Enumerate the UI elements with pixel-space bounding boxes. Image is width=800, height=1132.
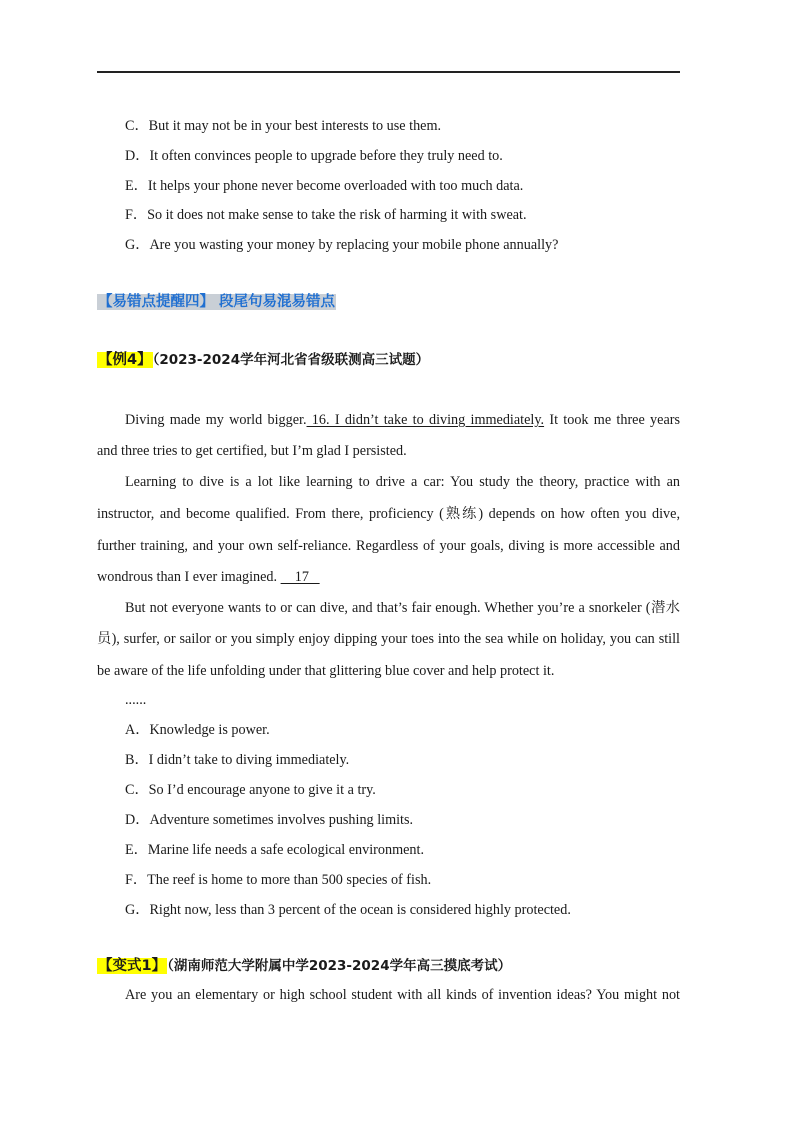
passage-p1-line1: Diving made my world bigger. 16. I didn’t take to diving immediately. It took me three years — [125, 412, 680, 428]
option-g: G．Are you wasting your money by replacing your mobile phone annually? — [125, 237, 559, 253]
answer-option-b: B．I didn’t take to diving immediately. — [125, 752, 350, 768]
variant-source: （湖南师范大学附属中学2023-2024学年高三摸底考试） — [167, 958, 512, 974]
header-rule — [97, 71, 680, 73]
answer-option-a: A．Knowledge is power. — [125, 722, 270, 738]
example-source: （2023-2024学年河北省省级联测高三试题） — [152, 352, 430, 368]
passage-p2-line1: Learning to dive is a lot like learning to drive a car: You study the theory, practice with an — [125, 474, 680, 490]
passage-p3-line3: be aware of the life unfolding under that glittering blue cover and help protect it. — [97, 663, 555, 679]
answer-option-f: F．The reef is home to more than 500 species of fish. — [125, 872, 432, 888]
blank-17: 17 — [280, 569, 320, 585]
option-f: F．So it does not make sense to take the risk of harming it with sweat. — [125, 207, 527, 223]
option-e: E．It helps your phone never become overloaded with too much data. — [125, 178, 524, 194]
passage-p1-line2: and three tries to get certified, but I’m glad I persisted. — [97, 443, 407, 459]
passage-p2-line2: instructor, and become qualified. From there, proficiency (熟练) depends on how often you dive, — [97, 506, 680, 522]
passage-p3-line2: 员), surfer, or sailor or you simply enjoy dipping your toes into the sea while on holiday, you can still — [97, 631, 680, 647]
passage-p2-line3: further training, and your own self-reliance. Regardless of your goals, diving is more accessible and — [97, 538, 680, 554]
section-heading: 【易错点提醒四】 段尾句易混易错点 — [98, 294, 336, 310]
answer-option-d: D．Adventure sometimes involves pushing limits. — [125, 812, 414, 828]
blank-16: 16. I didn’t take to diving immediately. — [306, 412, 545, 428]
passage-ellipsis: ...... — [125, 692, 147, 708]
answer-option-g: G．Right now, less than 3 percent of the ocean is considered highly protected. — [125, 902, 571, 918]
passage-p3-line1: But not everyone wants to or can dive, and that’s fair enough. Whether you’re a snorkeler (潜水 — [125, 600, 680, 616]
answer-option-e: E．Marine life needs a safe ecological environment. — [125, 842, 425, 858]
example-heading: 【例4】（2023-2024学年河北省省级联测高三试题） — [98, 352, 430, 368]
answer-option-c: C．So I’d encourage anyone to give it a try. — [125, 782, 376, 798]
option-c: C．But it may not be in your best interests to use them. — [125, 118, 442, 134]
variant-passage-line1: Are you an elementary or high school student with all kinds of invention ideas? You might not — [125, 987, 680, 1003]
option-d: D．It often convinces people to upgrade before they truly need to. — [125, 148, 503, 164]
variant-heading: 【变式1】（湖南师范大学附属中学2023-2024学年高三摸底考试） — [98, 958, 512, 974]
passage-p2-line4: wondrous than I ever imagined. 17 — [97, 569, 320, 585]
